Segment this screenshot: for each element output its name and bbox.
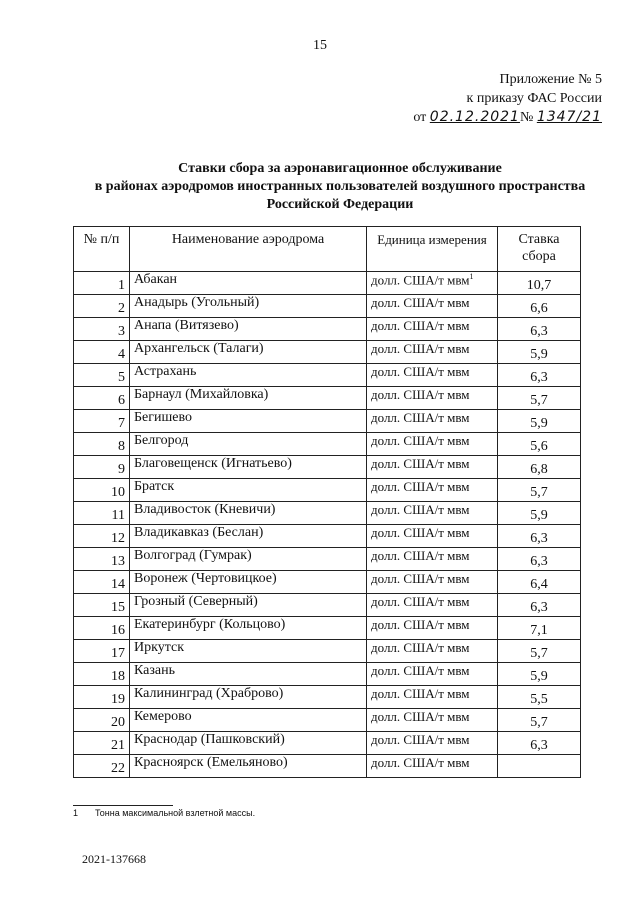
unit-of-measure xyxy=(367,525,498,548)
unit-of-measure-text: долл. США/т мвм xyxy=(371,732,470,747)
unit-of-measure-text: долл. США/т мвм xyxy=(371,295,470,310)
fee-rate xyxy=(498,295,581,318)
unit-of-measure xyxy=(367,502,498,525)
aerodrome-name xyxy=(130,364,367,387)
aerodrome-name-text: Красноярск (Емельяново) xyxy=(134,755,288,770)
row-number xyxy=(74,341,130,364)
row-number-text: 16 xyxy=(111,623,125,638)
row-number xyxy=(74,686,130,709)
aerodrome-name xyxy=(130,755,367,778)
row-number xyxy=(74,525,130,548)
row-number xyxy=(74,479,130,502)
row-number xyxy=(74,433,130,456)
table-row xyxy=(74,594,581,617)
appendix-from: от xyxy=(413,110,427,125)
fee-rate xyxy=(498,663,581,686)
table-row xyxy=(74,318,581,341)
unit-of-measure xyxy=(367,640,498,663)
row-number-text: 14 xyxy=(111,577,125,592)
rates-table xyxy=(73,226,581,778)
row-number-text: 3 xyxy=(118,324,125,339)
aerodrome-name-text: Белгород xyxy=(134,433,189,448)
row-number xyxy=(74,548,130,571)
table-row xyxy=(74,525,581,548)
fee-rate-text: 6,3 xyxy=(530,531,548,546)
unit-of-measure xyxy=(367,272,498,295)
fee-rate-text: 6,3 xyxy=(530,600,548,615)
fee-rate xyxy=(498,709,581,732)
appendix-title: Приложение № 5 xyxy=(499,72,602,87)
fee-rate-text: 6,3 xyxy=(530,324,548,339)
aerodrome-name-text: Калининград (Храброво) xyxy=(134,686,284,701)
aerodrome-name-text: Архангельск (Талаги) xyxy=(134,341,264,356)
title-line-3: Российской Федерации xyxy=(266,197,414,212)
row-number-text: 21 xyxy=(111,738,125,753)
aerodrome-name xyxy=(130,456,367,479)
row-number xyxy=(74,272,130,295)
fee-rate-text: 5,7 xyxy=(530,715,548,730)
unit-of-measure-text: долл. США/т мвм xyxy=(371,686,470,701)
fee-rate xyxy=(498,318,581,341)
fee-rate-text: 6,4 xyxy=(530,577,548,592)
fee-rate-text: 5,7 xyxy=(530,485,548,500)
aerodrome-name xyxy=(130,548,367,571)
aerodrome-name xyxy=(130,433,367,456)
footnote-text: Тонна максимальной взлетной массы. xyxy=(95,808,256,818)
unit-of-measure-text: долл. США/т мвм xyxy=(371,755,470,770)
unit-of-measure xyxy=(367,663,498,686)
row-number xyxy=(74,755,130,778)
unit-of-measure xyxy=(367,594,498,617)
unit-of-measure xyxy=(367,571,498,594)
fee-rate xyxy=(498,686,581,709)
row-number-text: 1 xyxy=(118,278,125,293)
row-number-text: 20 xyxy=(111,715,125,730)
fee-rate-text: 6,3 xyxy=(530,554,548,569)
table-row xyxy=(74,479,581,502)
table-row xyxy=(74,709,581,732)
row-number-text: 18 xyxy=(111,669,125,684)
document-id: 2021-137668 xyxy=(82,852,146,866)
row-number-text: 13 xyxy=(111,554,125,569)
row-number-text: 10 xyxy=(111,485,125,500)
row-number-text: 15 xyxy=(111,600,125,615)
row-number xyxy=(74,663,130,686)
row-number xyxy=(74,640,130,663)
row-number xyxy=(74,594,130,617)
aerodrome-name xyxy=(130,318,367,341)
table-row xyxy=(74,732,581,755)
aerodrome-name-text: Владивосток (Кневичи) xyxy=(134,502,276,517)
fee-rate-text: 10,7 xyxy=(526,278,552,293)
header-number: № п/п xyxy=(74,227,130,272)
aerodrome-name-text: Краснодар (Пашковский) xyxy=(134,732,285,747)
table-row xyxy=(74,410,581,433)
aerodrome-name xyxy=(130,594,367,617)
header-aerodrome: Наименование аэродрома xyxy=(130,227,367,272)
aerodrome-name xyxy=(130,341,367,364)
appendix-order-ref: к приказу ФАС России xyxy=(466,91,602,106)
aerodrome-name xyxy=(130,295,367,318)
fee-rate-text: 5,9 xyxy=(530,416,548,431)
aerodrome-name xyxy=(130,686,367,709)
table-row xyxy=(74,640,581,663)
aerodrome-name-text: Барнаул (Михайловка) xyxy=(134,387,269,402)
unit-of-measure-text: долл. США/т мвм xyxy=(371,617,470,632)
row-number-text: 4 xyxy=(118,347,125,362)
fee-rate-text: 5,7 xyxy=(530,646,548,661)
unit-of-measure-text: долл. США/т мвм xyxy=(371,410,470,425)
fee-rate-text: 5,9 xyxy=(530,347,548,362)
aerodrome-name xyxy=(130,272,367,295)
aerodrome-name-text: Братск xyxy=(134,479,175,494)
aerodrome-name xyxy=(130,387,367,410)
row-number-text: 6 xyxy=(118,393,125,408)
fee-rate xyxy=(498,479,581,502)
handwritten-date: 02.12.2021 xyxy=(429,109,520,125)
unit-of-measure-text: долл. США/т мвм xyxy=(371,364,470,379)
table-row xyxy=(74,272,581,295)
fee-rate-text: 5,5 xyxy=(530,692,548,707)
row-number xyxy=(74,502,130,525)
table-row xyxy=(74,502,581,525)
unit-of-measure-text: долл. США/т мвм xyxy=(371,318,470,333)
footnote-number: 1 xyxy=(73,808,79,818)
aerodrome-name xyxy=(130,617,367,640)
table-row xyxy=(74,617,581,640)
unit-of-measure-text: долл. США/т мвм xyxy=(371,548,470,563)
page-number: 15 xyxy=(313,38,327,53)
unit-of-measure-text: долл. США/т мвм xyxy=(371,341,470,356)
aerodrome-name xyxy=(130,709,367,732)
row-number xyxy=(74,318,130,341)
table-row xyxy=(74,341,581,364)
fee-rate-text: 6,8 xyxy=(530,462,548,477)
unit-of-measure xyxy=(367,341,498,364)
row-number xyxy=(74,571,130,594)
aerodrome-name xyxy=(130,640,367,663)
footnote-marker: 1 xyxy=(469,272,474,281)
unit-of-measure-text: долл. США/т мвм xyxy=(371,479,470,494)
handwritten-order-number: 1347/21 xyxy=(536,109,602,125)
unit-of-measure-text: долл. США/т мвм xyxy=(371,709,470,724)
fee-rate xyxy=(498,502,581,525)
aerodrome-name xyxy=(130,571,367,594)
fee-rate-text: 6,6 xyxy=(530,301,548,316)
footnote-rule xyxy=(73,805,173,806)
unit-of-measure xyxy=(367,686,498,709)
aerodrome-name xyxy=(130,410,367,433)
unit-of-measure-text: долл. США/т мвм xyxy=(371,525,470,540)
appendix-date-line xyxy=(413,108,602,127)
unit-of-measure-text: долл. США/т мвм xyxy=(371,640,470,655)
fee-rate-text: 6,3 xyxy=(530,738,548,753)
row-number xyxy=(74,410,130,433)
aerodrome-name-text: Астрахань xyxy=(134,364,197,379)
row-number xyxy=(74,709,130,732)
fee-rate-text: 6,3 xyxy=(530,370,548,385)
appendix-header xyxy=(413,70,602,127)
fee-rate xyxy=(498,548,581,571)
aerodrome-name xyxy=(130,732,367,755)
row-number-text: 5 xyxy=(118,370,125,385)
unit-of-measure-text: долл. США/т мвм xyxy=(371,456,470,471)
aerodrome-name xyxy=(130,663,367,686)
aerodrome-name-text: Казань xyxy=(134,663,175,678)
title-line-2: в районах аэродромов иностранных пользователей воздушного пространства xyxy=(94,179,586,194)
fee-rate xyxy=(498,640,581,663)
fee-rate xyxy=(498,594,581,617)
fee-rate xyxy=(498,617,581,640)
row-number-text: 7 xyxy=(118,416,125,431)
aerodrome-name-text: Грозный (Северный) xyxy=(134,594,258,609)
row-number xyxy=(74,732,130,755)
row-number-text: 9 xyxy=(118,462,125,477)
aerodrome-name-text: Волгоград (Гумрак) xyxy=(134,548,252,563)
document-title xyxy=(60,160,620,214)
row-number xyxy=(74,295,130,318)
row-number-text: 19 xyxy=(111,692,125,707)
row-number xyxy=(74,387,130,410)
unit-of-measure xyxy=(367,548,498,571)
fee-rate-text: 5,7 xyxy=(530,393,548,408)
row-number-text: 2 xyxy=(118,301,125,316)
table-row xyxy=(74,387,581,410)
unit-of-measure xyxy=(367,433,498,456)
fee-rate-text: 5,9 xyxy=(530,669,548,684)
footnote xyxy=(73,808,255,818)
table-row xyxy=(74,548,581,571)
unit-of-measure-text: долл. США/т мвм xyxy=(371,272,470,288)
row-number xyxy=(74,617,130,640)
aerodrome-name-text: Анадырь (Угольный) xyxy=(134,295,260,310)
unit-of-measure-text: долл. США/т мвм xyxy=(371,433,470,448)
fee-rate-text: 5,9 xyxy=(530,508,548,523)
title-line-1: Ставки сбора за аэронавигационное обслуживание xyxy=(178,161,502,176)
row-number-text: 22 xyxy=(111,761,125,776)
unit-of-measure xyxy=(367,318,498,341)
unit-of-measure xyxy=(367,479,498,502)
aerodrome-name-text: Благовещенск (Игнатьево) xyxy=(134,456,292,471)
row-number-text: 8 xyxy=(118,439,125,454)
aerodrome-name-text: Иркутск xyxy=(134,640,185,655)
aerodrome-name-text: Абакан xyxy=(134,272,178,287)
fee-rate xyxy=(498,364,581,387)
fee-rate xyxy=(498,387,581,410)
fee-rate xyxy=(498,433,581,456)
appendix-number-sign: № xyxy=(519,110,534,125)
table-row xyxy=(74,433,581,456)
fee-rate xyxy=(498,755,581,778)
unit-of-measure-text: долл. США/т мвм xyxy=(371,663,470,678)
unit-of-measure xyxy=(367,410,498,433)
table-header-row xyxy=(74,227,581,272)
fee-rate xyxy=(498,525,581,548)
unit-of-measure xyxy=(367,755,498,778)
aerodrome-name-text: Екатеринбург (Кольцово) xyxy=(134,617,286,632)
aerodrome-name-text: Анапа (Витязево) xyxy=(134,318,239,333)
fee-rate-text: 5,6 xyxy=(530,439,548,454)
fee-rate xyxy=(498,341,581,364)
aerodrome-name-text: Воронеж (Чертовицкое) xyxy=(134,571,277,586)
row-number xyxy=(74,456,130,479)
header-rate: Ставка сбора xyxy=(498,227,581,272)
row-number-text: 11 xyxy=(111,508,125,523)
unit-of-measure xyxy=(367,709,498,732)
header-unit: Единица измерения xyxy=(367,227,498,272)
aerodrome-name-text: Бегишево xyxy=(134,410,192,425)
table-row xyxy=(74,663,581,686)
unit-of-measure xyxy=(367,732,498,755)
fee-rate xyxy=(498,410,581,433)
table-row xyxy=(74,295,581,318)
aerodrome-name-text: Кемерово xyxy=(134,709,192,724)
table-row xyxy=(74,456,581,479)
table-row xyxy=(74,571,581,594)
unit-of-measure xyxy=(367,456,498,479)
aerodrome-name xyxy=(130,479,367,502)
row-number-text: 12 xyxy=(111,531,125,546)
unit-of-measure xyxy=(367,364,498,387)
aerodrome-name-text: Владикавказ (Беслан) xyxy=(134,525,264,540)
unit-of-measure-text: долл. США/т мвм xyxy=(371,571,470,586)
fee-rate xyxy=(498,456,581,479)
fee-rate xyxy=(498,732,581,755)
table-row xyxy=(74,364,581,387)
unit-of-measure-text: долл. США/т мвм xyxy=(371,594,470,609)
fee-rate xyxy=(498,272,581,295)
fee-rate xyxy=(498,571,581,594)
row-number-text: 17 xyxy=(111,646,125,661)
aerodrome-name xyxy=(130,502,367,525)
unit-of-measure xyxy=(367,295,498,318)
row-number xyxy=(74,364,130,387)
aerodrome-name xyxy=(130,525,367,548)
fee-rate-text: 7,1 xyxy=(530,623,548,638)
unit-of-measure-text: долл. США/т мвм xyxy=(371,502,470,517)
unit-of-measure xyxy=(367,387,498,410)
unit-of-measure xyxy=(367,617,498,640)
table-row xyxy=(74,755,581,778)
unit-of-measure-text: долл. США/т мвм xyxy=(371,387,470,402)
table-row xyxy=(74,686,581,709)
